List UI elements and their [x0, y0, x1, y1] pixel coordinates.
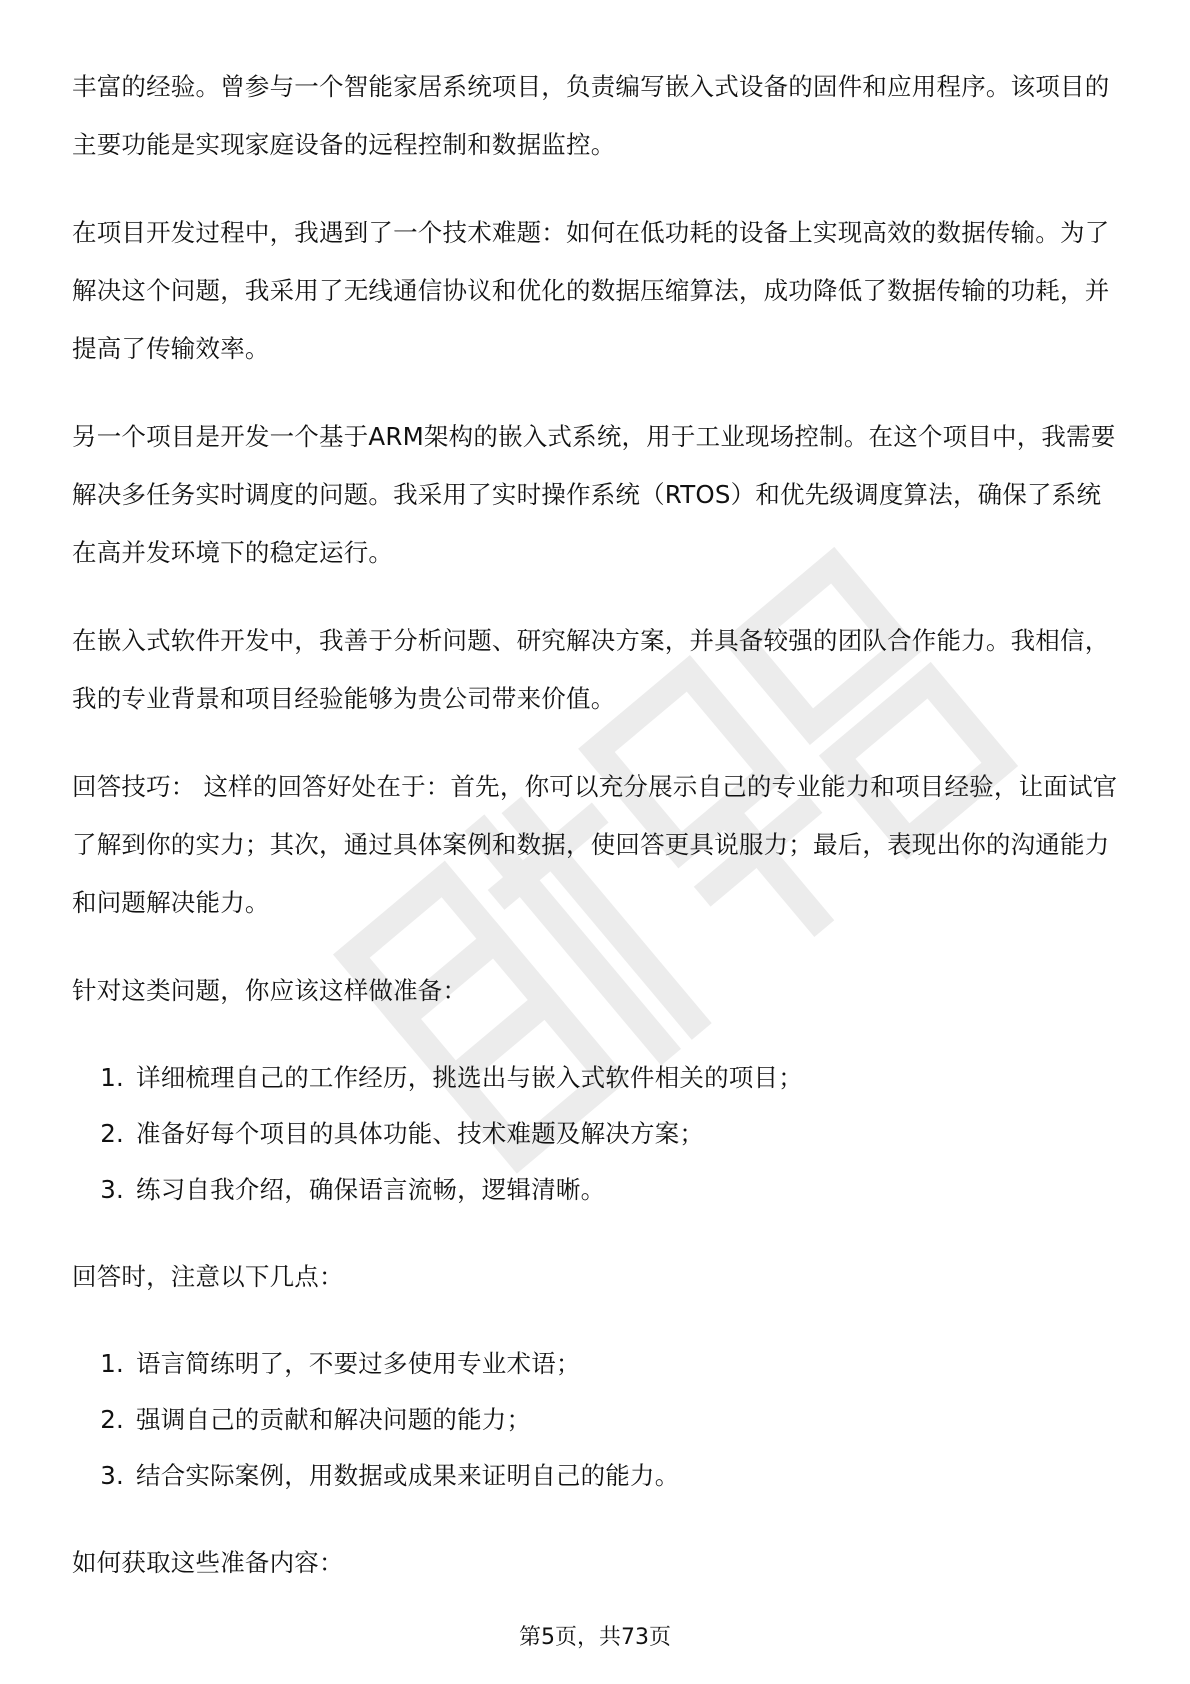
list-text: 准备好每个项目的具体功能、技术难题及解决方案； — [136, 1119, 705, 1148]
list-number: 2. — [100, 1119, 124, 1148]
list-text: 详细梳理自己的工作经历，挑选出与嵌入式软件相关的项目； — [136, 1063, 803, 1092]
list-item — [72, 1050, 1122, 1106]
paragraph-technical-challenge: 在项目开发过程中，我遇到了一个技术难题：如何在低功耗的设备上实现高效的数据传输。为了解决这个问题，我采用了无线通信协议和优化的数据压缩算法，成功降低了数据传输的功耗，并提高了传输效率。 — [72, 218, 1110, 363]
answer-list — [72, 1336, 1122, 1504]
list-text: 结合实际案例，用数据或成果来证明自己的能力。 — [136, 1461, 680, 1490]
list-text: 强调自己的贡献和解决问题的能力； — [136, 1405, 532, 1434]
list-number: 3. — [100, 1175, 124, 1204]
prep-heading: 针对这类问题，你应该这样做准备： — [72, 976, 468, 1005]
list-item — [72, 1448, 1122, 1504]
prep-list — [72, 1050, 1122, 1218]
paragraph-arm-project: 另一个项目是开发一个基于ARM架构的嵌入式系统，用于工业现场控制。在这个项目中，我需要解决多任务实时调度的问题。我采用了实时操作系统（RTOS）和优先级调度算法，确保了系统在高并发环境下的稳定运行。 — [72, 422, 1116, 567]
list-item — [72, 1336, 1122, 1392]
list-text: 语言简练明了，不要过多使用专业术语； — [136, 1349, 581, 1378]
answer-heading: 回答时，注意以下几点： — [72, 1262, 344, 1291]
final-heading: 如何获取这些准备内容： — [72, 1548, 344, 1577]
list-number: 3. — [100, 1461, 124, 1490]
paragraph-experience: 丰富的经验。曾参与一个智能家居系统项目，负责编写嵌入式设备的固件和应用程序。该项目的主要功能是实现家庭设备的远程控制和数据监控。 — [72, 72, 1110, 159]
list-text: 练习自我介绍，确保语言流畅，逻辑清晰。 — [136, 1175, 606, 1204]
list-number: 2. — [100, 1405, 124, 1434]
paragraph-skills: 在嵌入式软件开发中，我善于分析问题、研究解决方案，并具备较强的团队合作能力。我相信，我的专业背景和项目经验能够为贵公司带来价值。 — [72, 626, 1110, 713]
list-number: 1. — [100, 1349, 124, 1378]
list-item — [72, 1392, 1122, 1448]
page-number: 第5页，共73页 — [519, 1625, 671, 1650]
list-number: 1. — [100, 1063, 124, 1092]
list-item — [72, 1106, 1122, 1162]
paragraph-answer-tips: 回答技巧： 这样的回答好处在于：首先，你可以充分展示自己的专业能力和项目经验，让面试官了解到你的实力；其次，通过具体案例和数据，使回答更具说服力；最后，表现出你的沟通能力和问题解决能力。 — [72, 772, 1118, 917]
list-item — [72, 1162, 1122, 1218]
document-body — [72, 58, 1122, 1622]
